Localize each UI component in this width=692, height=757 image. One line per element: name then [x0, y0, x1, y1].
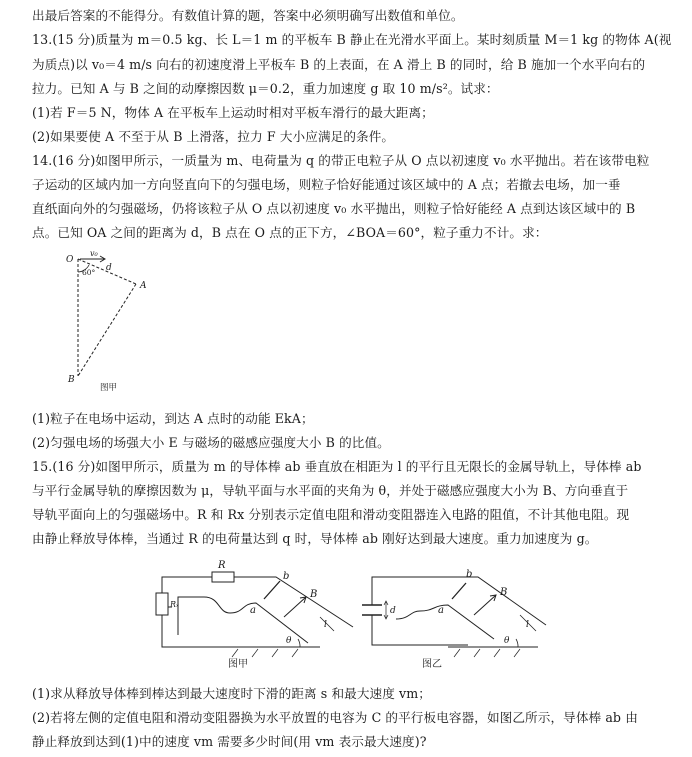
fig2-rod-ab	[264, 581, 280, 599]
fig2-label-theta: θ	[286, 636, 292, 646]
text-line-1: 出最后答案的不能得分。有数值计算的题，答案中必须明确写出数值和单位。	[32, 8, 464, 23]
fig1-label-angle: 60°	[82, 268, 96, 277]
text-line-10: 点。已知 OA 之间的距离为 d，B 点在 O 点的正下方，∠BOA＝60°，粒子重力不计。求：	[32, 225, 548, 240]
fig2-caption-right: 图乙	[422, 659, 442, 670]
fig1-label-A: A	[140, 281, 147, 291]
fig2-label-l: l	[324, 620, 327, 630]
text-line-15: 导轨平面向上的匀强磁场中。R 和 Rx 分别表示定值电阻和滑动变阻器连入电路的阻值，不计其他电阻。现	[32, 507, 630, 522]
text-line-14: 与平行金属导轨的摩擦因数为 μ，导轨平面与水平面的夹角为 θ，并处于磁感应强度大小为 B、方向垂直于	[32, 483, 629, 498]
fig1-label-v0: v₀	[90, 250, 98, 258]
fig2-label-theta2: θ	[504, 636, 510, 646]
fig2-label-d2: d	[390, 606, 396, 616]
text-line-8: 子运动的区域内加一方向竖直向下的匀强电场，则粒子恰好能通过该区域中的 A 点；若撤去电场，加一垂	[32, 177, 621, 192]
fig2-label-Rx: Rₓ	[170, 600, 179, 609]
fig2-rod-ab-right	[452, 583, 466, 599]
fig2-right-circuit	[362, 577, 546, 657]
text-line-16: 由静止释放导体棒，当通过 R 的电荷量达到 q 时，导体棒 ab 刚好达到最大速度。重力加速度为 g。	[32, 531, 598, 546]
fig2-resistor-R	[212, 572, 234, 582]
text-line-19: 静止释放到达到(1)中的速度 vm 需要多少时间(用 vm 表示最大速度)?	[32, 734, 427, 749]
fig2-label-a2: a	[438, 605, 444, 616]
fig2-label-l2: l	[526, 620, 529, 630]
fig1-label-B: B	[68, 375, 75, 385]
figure-2-diagrams	[148, 555, 548, 675]
text-line-11: (1)粒子在电场中运动，到达 A 点时的动能 EkA；	[32, 411, 314, 426]
fig2-caption-left: 图甲	[228, 659, 248, 670]
text-line-18: (2)若将左侧的定值电阻和滑动变阻器换为水平放置的电容为 C 的平行板电容器，如图乙所示，导体棒 ab 由	[32, 710, 638, 725]
text-line-4: 拉力。已知 A 与 B 之间的动摩擦因数 μ＝0.2，重力加速度 g 取 10 m/s²。试求：	[32, 81, 499, 96]
fig2-label-R: R	[218, 560, 226, 571]
text-line-6: (2)如果要使 A 不至于从 B 上滑落，拉力 F 大小应满足的条件。	[32, 129, 395, 144]
fig1-label-d: d	[106, 263, 112, 273]
figure-1-diagram	[60, 250, 180, 395]
fig1-line-AB	[78, 284, 136, 376]
fig1-label-O: O	[66, 255, 74, 265]
fig2-label-b2: b	[466, 569, 473, 580]
text-line-13: 15.(16 分)如图甲所示，质量为 m 的导体棒 ab 垂直放在相距为 l 的平行且无限长的金属导轨上，导体棒 ab	[32, 459, 642, 474]
text-line-17: (1)求从释放导体棒到棒达到最大速度时下滑的距离 s 和最大速度 vm；	[32, 686, 431, 701]
text-line-5: (1)若 F＝5 N，物体 A 在平板车上运动时相对平板车滑行的最大距离；	[32, 105, 434, 120]
fig1-caption: 图甲	[100, 383, 118, 393]
fig2-rheostat-Rx	[156, 593, 168, 615]
text-line-7: 14.(16 分)如图甲所示，一质量为 m、电荷量为 q 的带正电粒子从 O 点以初速度 v₀ 水平抛出。若在该带电粒	[32, 153, 650, 168]
fig2-label-B2: B	[500, 587, 508, 598]
fig2-label-a: a	[250, 605, 256, 616]
text-line-3: 为质点)以 v₀＝4 m/s 向右的初速度滑上平板车 B 的上表面，在 A 滑上 B 的同时，给 B 施加一个水平向右的	[32, 57, 646, 72]
fig2-label-B: B	[310, 589, 318, 600]
fig2-label-b: b	[283, 571, 290, 582]
text-line-9: 直纸面向外的匀强磁场，仍将该粒子从 O 点以初速度 v₀ 水平抛出，则粒子恰好能经 A 点到达该区域中的 B	[32, 201, 636, 216]
text-line-2: 13.(15 分)质量为 m＝0.5 kg、长 L＝1 m 的平板车 B 静止在光滑水平面上。某时刻质量 M＝1 kg 的物体 A(视	[32, 32, 672, 47]
text-line-12: (2)匀强电场的场强大小 E 与磁场的磁感应强度大小 B 的比值。	[32, 435, 390, 450]
